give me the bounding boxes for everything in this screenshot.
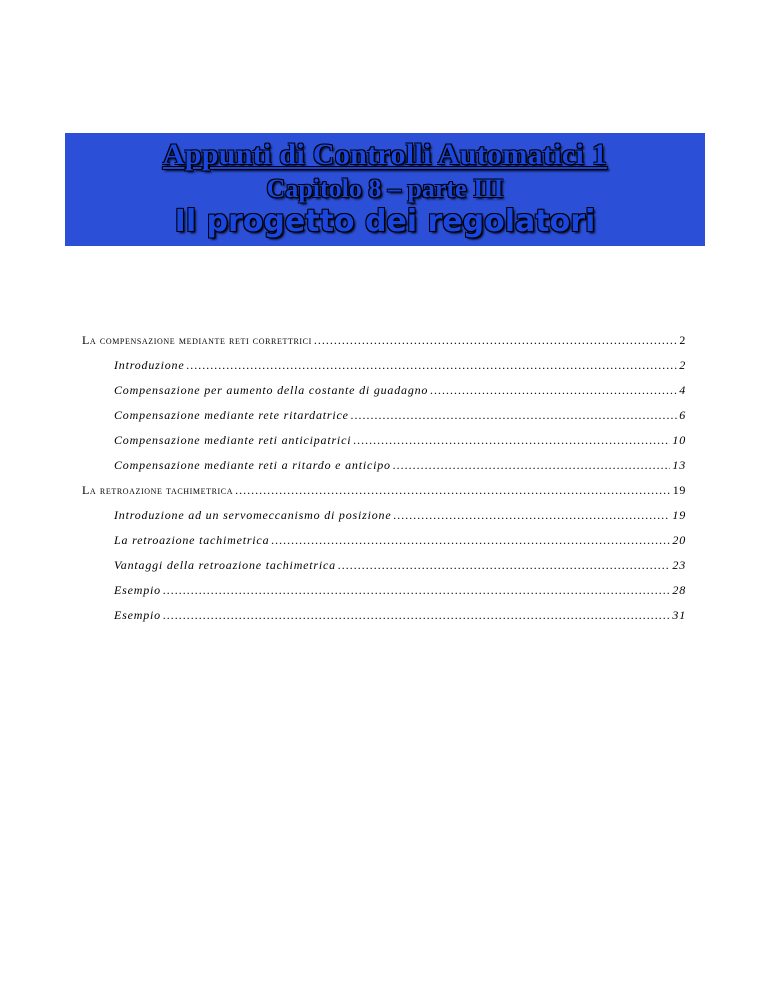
toc-entry[interactable] [82,433,686,458]
toc-entry-page: 13 [672,458,686,472]
toc-leader-dots [187,358,678,373]
toc-entry-page: 2 [679,358,686,372]
toc-leader-dots [393,508,670,523]
toc-entry-title: La retroazione tachimetrica [82,483,234,497]
toc-entry-title: Introduzione [114,358,185,372]
toc-entry-page: 31 [672,608,686,622]
toc-entry[interactable] [82,333,686,358]
toc-entry[interactable] [82,408,686,433]
chapter-subtitle: Capitolo 8 – parte III [266,174,504,203]
toc-entry-title: La compensazione mediante reti correttrici [82,333,312,347]
toc-entry-title: Vantaggi della retroazione tachimetrica [114,558,336,572]
toc-entry-page: 10 [672,433,686,447]
toc-leader-dots [163,583,670,598]
toc-leader-dots [314,333,678,348]
table-of-contents [82,333,686,633]
toc-entry-page: 28 [672,583,686,597]
toc-leader-dots [353,433,670,448]
toc-leader-dots [338,558,670,573]
toc-entry-title: Esempio [114,608,161,622]
toc-entry-page: 19 [672,508,686,522]
toc-leader-dots [430,383,677,398]
toc-entry-title: Compensazione per aumento della costante di guadagno [114,383,429,397]
toc-entry-page: 2 [679,333,686,347]
toc-entry-page: 4 [679,383,686,397]
toc-entry-title: Esempio [114,583,161,597]
toc-entry-page: 19 [672,483,686,497]
toc-entry-page: 6 [679,408,686,422]
toc-entry-title: Introduzione ad un servomeccanismo di posizione [114,508,392,522]
toc-leader-dots [351,408,677,423]
toc-entry-page: 20 [672,533,686,547]
toc-entry[interactable] [82,533,686,558]
toc-entry-title: Compensazione mediante reti a ritardo e anticipo [114,458,391,472]
toc-entry[interactable] [82,583,686,608]
toc-entry-title: Compensazione mediante rete ritardatrice [114,408,349,422]
toc-entry[interactable] [82,358,686,383]
toc-entry[interactable] [82,558,686,583]
chapter-topic: Il progetto dei regolatori [174,204,596,239]
toc-entry-page: 23 [672,558,686,572]
document-title: Appunti di Controlli Automatici 1 [162,138,608,171]
toc-leader-dots [163,608,670,623]
toc-entry[interactable] [82,383,686,408]
toc-entry[interactable] [82,483,686,508]
toc-entry[interactable] [82,508,686,533]
title-banner [65,133,705,246]
toc-leader-dots [235,483,671,498]
toc-entry[interactable] [82,608,686,633]
toc-entry-title: Compensazione mediante reti anticipatrici [114,433,352,447]
toc-leader-dots [271,533,670,548]
toc-entry[interactable] [82,458,686,483]
toc-leader-dots [393,458,671,473]
toc-entry-title: La retroazione tachimetrica [114,533,270,547]
